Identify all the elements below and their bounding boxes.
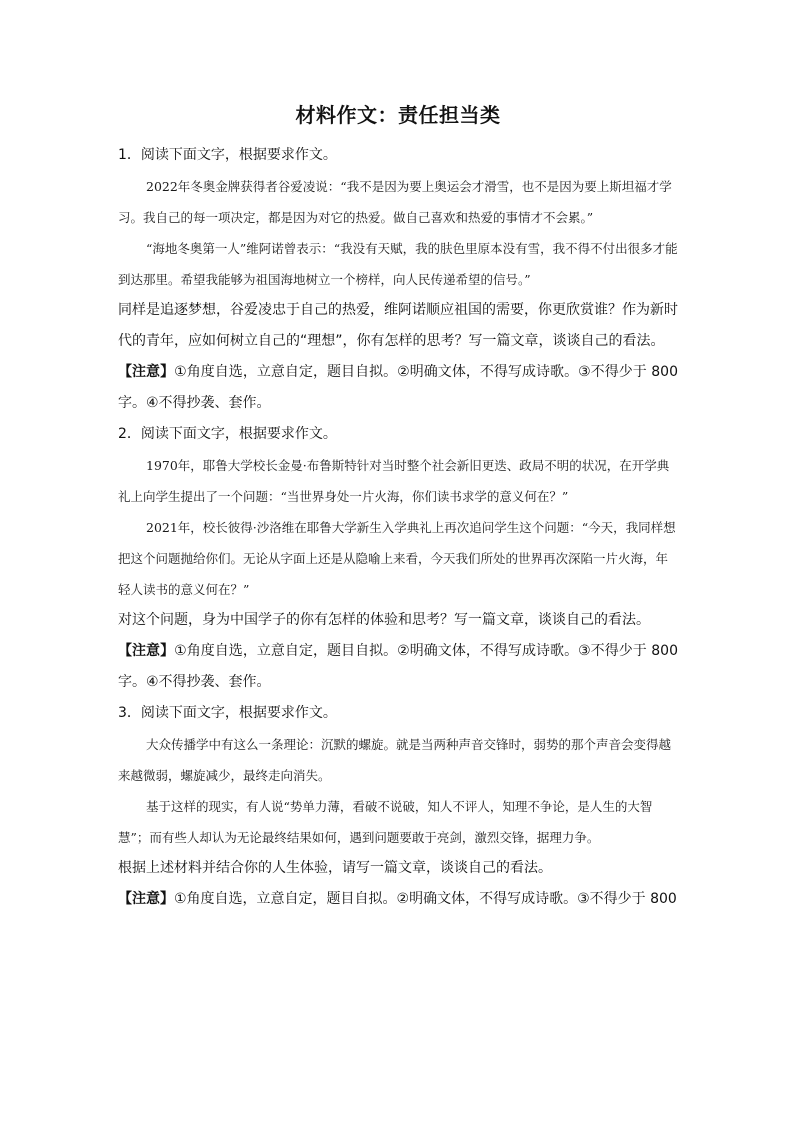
question-3-material-1: 大众传播学中有这么一条理论：沉默的螺旋。就是当两种声音交锋时，弱势的那个声音会变得越来越微弱，螺旋减少，最终走向消失。 [118,737,672,783]
note-text: ①角度自选，立意自定，题目自拟。②明确文体，不得写成诗歌。③不得少于 800 字。④不得抄袭、套作。 [118,364,678,411]
note-text: ①角度自选，立意自定，题目自拟。②明确文体，不得写成诗歌。③不得少于 800 [174,891,677,907]
question-2-material-2: 2021年，校长彼得·沙洛维在耶鲁大学新生入学典礼上再次追问学生这个问题：“今天，我同样想把这个问题抛给你们。无论从字面上还是从隐喻上来看，今天我们所处的世界再次深陷一片火海，年轻人读书的意义何在？” [118,520,676,597]
document-page [118,100,678,915]
question-2-heading: 2．阅读下面文字，根据要求作文。 [118,426,337,442]
note-text: ①角度自选，立意自定，题目自拟。②明确文体，不得写成诗歌。③不得少于 800 字。④不得抄袭、套作。 [118,643,678,690]
question-3-material-2: 基于这样的现实，有人说“势单力薄，看破不说破，知人不评人，知理不争论，是人生的大智慧”；而有些人却认为无论最终结果如何，遇到问题要敢于亮剑，激烈交锋，据理力争。 [118,799,653,845]
page-title: 材料作文：责任担当类 [295,103,501,127]
question-1-note [118,357,678,419]
note-label: 【注意】 [118,891,174,907]
question-2-task: 对这个问题，身为中国学子的你有怎样的体验和思考？写一篇文章，谈谈自己的看法。 [118,612,650,628]
question-1 [118,140,678,419]
question-3-heading: 3．阅读下面文字，根据要求作文。 [118,705,337,721]
question-3 [118,698,678,915]
question-1-task: 同样是追逐梦想，谷爱凌忠于自己的热爱，维阿诺顺应祖国的需要，你更欣赏谁？作为新时代的青年，应如何树立自己的“理想”，你有怎样的思考？写一篇文章，谈谈自己的看法。 [118,302,678,349]
note-label: 【注意】 [118,364,175,380]
question-1-heading: 1．阅读下面文字，根据要求作文。 [118,147,337,163]
question-3-note [118,884,678,915]
question-1-material-2: “海地冬奥第一人”维阿诺曾表示：“我没有天赋，我的肤色里原本没有雪，我不得不付出很多才能到达那里。希望我能够为祖国海地树立一个榜样，向人民传递希望的信号。” [118,241,678,287]
question-3-task: 根据上述材料并结合你的人生体验，请写一篇文章，谈谈自己的看法。 [118,860,552,876]
question-2-material-1: 1970年，耶鲁大学校长金曼·布鲁斯特针对当时整个社会新旧更迭、政局不明的状况，在开学典礼上向学生提出了一个问题：“当世界身处一片火海，你们读书求学的意义何在？” [118,458,670,504]
note-label: 【注意】 [118,643,175,659]
question-2-note [118,636,678,698]
question-1-material-1: 2022年冬奥金牌获得者谷爱凌说：“我不是因为要上奥运会才滑雪，也不是因为要上斯坦福才学习。我自己的每一项决定，都是因为对它的热爱。做自己喜欢和热爱的事情才不会累。” [118,179,672,225]
question-2 [118,419,678,698]
